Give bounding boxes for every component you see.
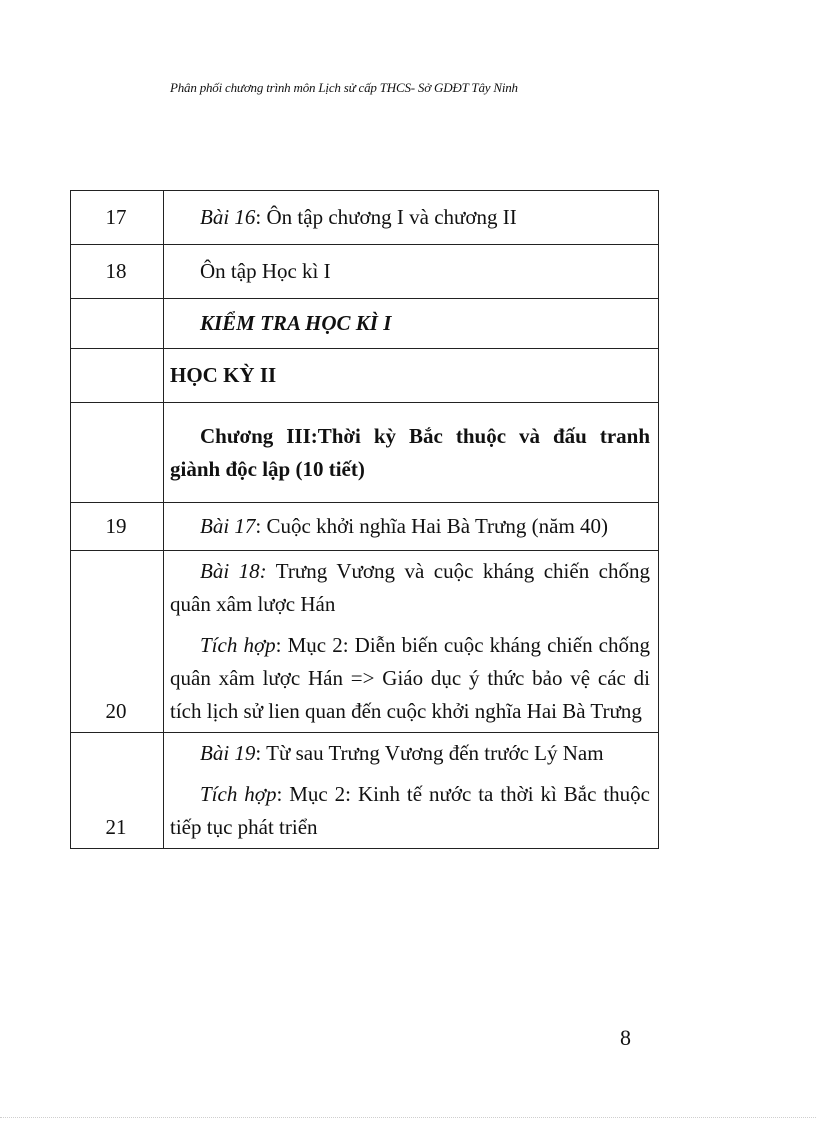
table-row — [71, 403, 659, 503]
footer-divider — [0, 1117, 816, 1118]
semester-heading: HỌC KỲ II — [164, 349, 659, 403]
lesson-text: Trưng Vương và cuộc kháng chiến chống quân xâm lược Hán — [170, 559, 650, 616]
lesson-content — [164, 191, 659, 245]
lesson-number: 20 — [71, 551, 164, 733]
lesson-title: Bài 19 — [200, 741, 256, 765]
page-header: Phân phối chương trình môn Lịch sử cấp THCS- Sở GDĐT Tây Ninh — [170, 80, 518, 95]
integration-text: : Mục 2: Diễn biến cuộc kháng chiến chống quân xâm lược Hán => Giáo dục ý thức bảo vệ các di tích lịch sử lien quan đến cuộc khởi nghĩa Hai Bà Trưng — [170, 633, 650, 723]
lesson-text: : Từ sau Trưng Vương đến trước Lý Nam — [255, 741, 604, 765]
lesson-number: 18 — [71, 245, 164, 299]
chapter-heading: Chương III:Thời kỳ Bắc thuộc và đấu tranh giành độc lập (10 tiết) — [164, 403, 659, 503]
lesson-schedule-table — [70, 190, 659, 849]
lesson-number: 19 — [71, 503, 164, 551]
lesson-content: Ôn tập Học kì I — [164, 245, 659, 299]
lesson-text: : Ôn tập chương I và chương II — [255, 205, 517, 229]
lesson-number — [71, 349, 164, 403]
lesson-title: Bài 18: — [200, 559, 267, 583]
table-row — [71, 191, 659, 245]
lesson-content — [164, 503, 659, 551]
lesson-content — [164, 733, 659, 849]
integration-paragraph — [170, 774, 650, 848]
integration-label: Tích hợp — [200, 782, 277, 806]
lesson-number — [71, 299, 164, 349]
integration-label: Tích hợp — [200, 633, 276, 657]
lesson-number: 21 — [71, 733, 164, 849]
integration-paragraph — [170, 625, 650, 732]
lesson-number: 17 — [71, 191, 164, 245]
table-row — [71, 733, 659, 849]
table-row — [71, 245, 659, 299]
table-row — [71, 349, 659, 403]
integration-text: : Mục 2: Kinh tế nước ta thời kì Bắc thuộc tiếp tục phát triển — [170, 782, 650, 839]
lesson-paragraph — [170, 551, 650, 625]
table-row — [71, 551, 659, 733]
lesson-title: Bài 16 — [200, 205, 256, 229]
lesson-number — [71, 403, 164, 503]
exam-label: KIỂM TRA HỌC KÌ I — [164, 299, 659, 349]
lesson-text: : Cuộc khởi nghĩa Hai Bà Trưng (năm 40) — [255, 514, 609, 538]
lesson-title: Bài 17 — [200, 514, 256, 538]
lesson-content — [164, 551, 659, 733]
lesson-paragraph — [170, 733, 650, 774]
table-row — [71, 503, 659, 551]
page-number: 8 — [620, 1025, 631, 1050]
table-row — [71, 299, 659, 349]
